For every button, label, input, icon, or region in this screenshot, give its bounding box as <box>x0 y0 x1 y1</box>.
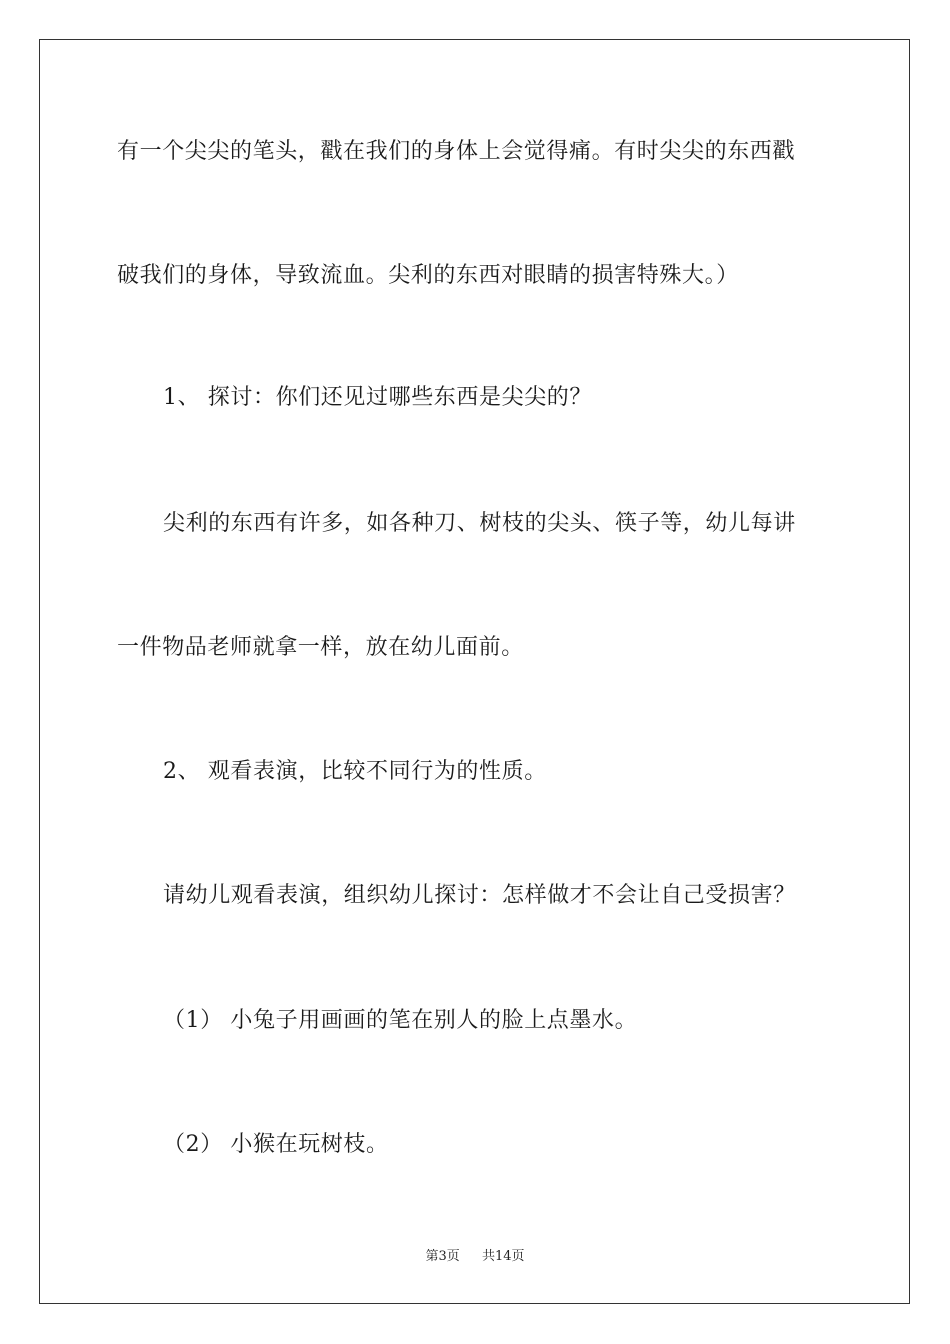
paragraph-line-2: 破我们的身体，导致流血。尖利的东西对眼睛的损害特殊大。） <box>117 263 739 288</box>
paragraph-line-5: 请幼儿观看表演，组织幼儿探讨：怎样做才不会让自己受损害？ <box>163 883 796 908</box>
paragraph-line-4: 一件物品老师就拿一样，放在幼儿面前。 <box>117 635 524 660</box>
page-number: 第3页 <box>425 1249 460 1264</box>
sub-item-1: （1） 小兔子用画画的笔在别人的脸上点墨水。 <box>163 1008 638 1033</box>
list-item-2: 2、 观看表演，比较不同行为的性质。 <box>163 759 547 784</box>
list-item-1: 1、 探讨：你们还见过哪些东西是尖尖的？ <box>163 385 592 410</box>
page-total: 共14页 <box>482 1249 525 1264</box>
paragraph-line-3: 尖利的东西有许多，如各种刀、树枝的尖头、筷子等，幼儿每讲 <box>163 511 796 536</box>
sub-item-2: （2） 小猴在玩树枝。 <box>163 1132 389 1157</box>
paragraph-line-1: 有一个尖尖的笔头，戳在我们的身体上会觉得痛。有时尖尖的东西戳 <box>117 139 796 164</box>
page-footer <box>0 1248 950 1266</box>
page-border <box>39 39 910 1304</box>
